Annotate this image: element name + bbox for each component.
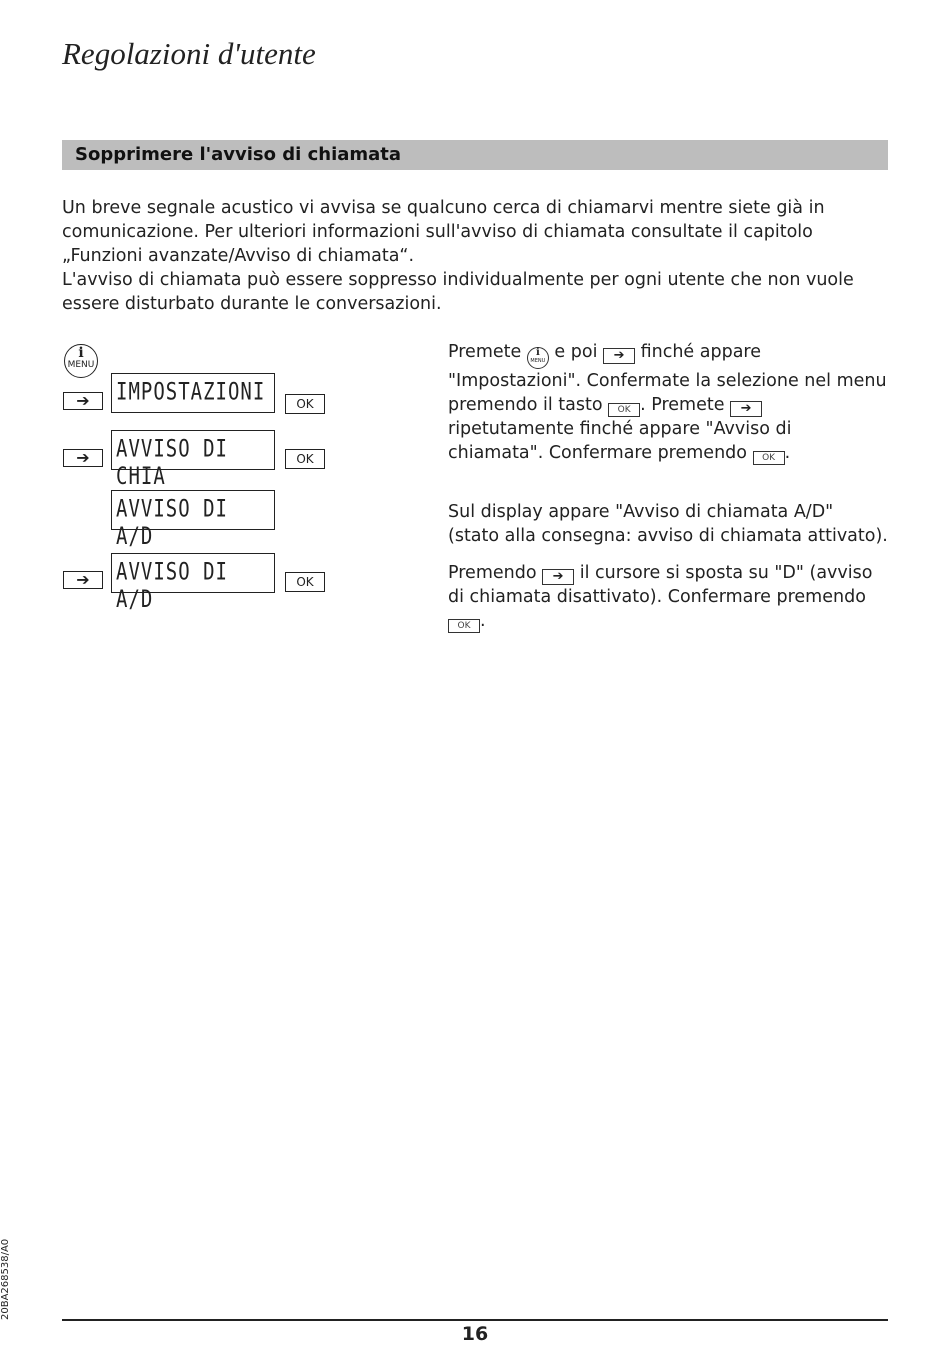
arrow-right-icon: ➔: [603, 348, 635, 364]
step1-text-d: . Premete: [640, 395, 725, 415]
step1-text-f: .: [784, 443, 791, 463]
menu-key-icon: i MENU: [527, 347, 549, 369]
footer-divider: [62, 1319, 888, 1321]
step3-text-c: .: [480, 611, 486, 631]
arrow-right-icon: ➔: [730, 401, 762, 417]
lcd-text-1: IMPOSTAZIONI: [116, 378, 266, 406]
intro-text: [62, 196, 892, 316]
intro-paragraph-2: L'avviso di chiamata può essere soppresso individualmente per ogni utente che non vuole essere disturbato durante le conversazioni.: [62, 270, 854, 314]
step1-text-c: finché appare "Impostazioni". Confermate la selezione nel menu premendo il tasto: [448, 342, 887, 415]
step1-text-a: Premete: [448, 342, 522, 362]
lcd-display-3: [111, 490, 275, 550]
lcd-display-4: [111, 553, 275, 613]
step1-text-b: e poi: [554, 342, 598, 362]
page-title: Regolazioni d'utente: [62, 36, 316, 71]
ok-key-icon: OK: [285, 394, 325, 414]
document-code: 20BA268538/A0: [0, 1238, 11, 1320]
lcd-display-1: [111, 373, 275, 413]
lcd-text-2: AVVISO DI CHIA: [116, 435, 228, 490]
page-number: 16: [461, 1323, 489, 1345]
ok-key-icon: OK: [753, 451, 785, 465]
section-header-bar: [62, 140, 888, 170]
step1-text-e: ripetutamente finché appare "Avviso di chiamata". Confermare premendo: [448, 419, 792, 463]
step3-text-a: Premendo: [448, 563, 537, 583]
lcd-text-4: AVVISO DI A/D: [116, 558, 228, 613]
intro-paragraph-1: Un breve segnale acustico vi avvisa se qualcuno cerca di chiamarvi mentre siete già in comunicazione. Per ulteriori informazioni sull'avviso di chiamata consultate il capitolo „Funzioni avanzate/Avviso di chiamata“.: [62, 198, 825, 266]
ok-key-icon: OK: [285, 572, 325, 592]
instruction-step-3: [448, 561, 888, 633]
ok-key-icon: OK: [285, 449, 325, 469]
arrow-right-icon: ➔: [63, 449, 103, 467]
lcd-text-3: AVVISO DI A/D: [116, 495, 228, 550]
arrow-right-icon: ➔: [542, 569, 574, 585]
arrow-right-icon: ➔: [63, 392, 103, 410]
info-icon: i: [78, 345, 84, 361]
menu-key-icon: [64, 344, 98, 378]
lcd-display-2: [111, 430, 275, 490]
instruction-step-2: [448, 500, 888, 548]
step2-text: Sul display appare "Avviso di chiamata A/D" (stato alla consegna: avviso di chiamata attivato).: [448, 502, 888, 546]
menu-key-label: MENU: [67, 360, 95, 370]
section-title: Sopprimere l'avviso di chiamata: [75, 144, 402, 165]
ok-key-icon: OK: [448, 619, 480, 633]
arrow-right-icon: ➔: [63, 571, 103, 589]
step3-text-b: il cursore si sposta su "D" (avviso di chiamata disattivato). Confermare premendo: [448, 563, 873, 607]
ok-key-icon: OK: [608, 403, 640, 417]
instruction-step-1: [448, 340, 888, 465]
